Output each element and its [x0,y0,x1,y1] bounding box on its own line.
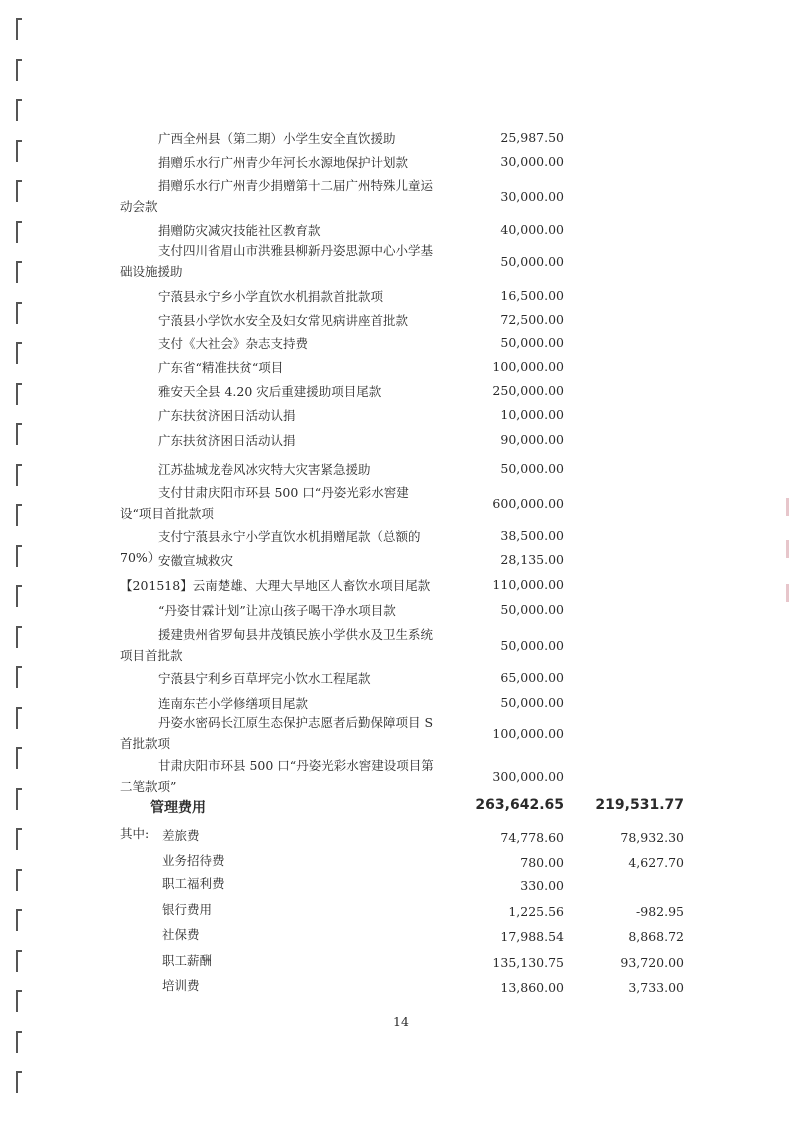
donation-amount: 28,135.00 [500,552,564,567]
binder-hole [16,302,22,324]
binder-hole [16,626,22,648]
binder-hole [16,747,22,769]
binder-hole [16,909,22,931]
management-item-current: 780.00 [520,855,564,870]
binder-hole [16,504,22,526]
management-item-current: 74,778.60 [500,830,564,845]
donation-description: 宁蒗县宁利乡百草坪完小饮水工程尾款 [158,671,371,686]
management-item-current: 17,988.54 [500,929,564,944]
donation-amount: 40,000.00 [500,222,564,237]
binder-hole [16,707,22,729]
donation-description: 援建贵州省罗甸县井茂镇民族小学供水及卫生系统项目首批款 [120,627,434,663]
donation-amount: 10,000.00 [500,407,564,422]
donation-amount: 50,000.00 [500,254,564,269]
donation-amount: 65,000.00 [500,670,564,685]
management-item-current: 330.00 [520,878,564,893]
donation-amount: 600,000.00 [492,496,564,511]
donation-amount: 50,000.00 [500,638,564,653]
donation-amount: 50,000.00 [500,461,564,476]
binder-hole [16,950,22,972]
management-item-label: 职工薪酬 [162,953,213,968]
management-current-total: 263,642.65 [475,797,564,813]
donation-description: 广东扶贫济困日活动认捐 [158,433,296,448]
donation-description: 广东扶贫济困日活动认捐 [158,408,296,423]
binder-hole [16,990,22,1012]
donation-description: 捐赠防灾减灾技能社区教育款 [158,223,321,238]
donation-description: 宁蒗县永宁乡小学直饮水机捐款首批款项 [158,289,384,304]
donation-description: 甘肃庆阳市环县 500 口“丹姿光彩水窖建设项目第二笔款项” [120,758,434,794]
management-item-previous: 93,720.00 [620,955,684,970]
binder-hole [16,788,22,810]
management-item-previous: 4,627.70 [628,855,684,870]
management-item-current: 13,860.00 [500,980,564,995]
donation-description: 【201518】云南楚雄、大理大旱地区人畜饮水项目尾款 [120,578,431,593]
donation-description: 捐赠乐水行广州青少捐赠第十二届广州特殊儿童运动会款 [120,178,434,214]
management-item-label: 银行费用 [162,902,213,917]
management-item-current: 1,225.56 [508,904,564,919]
management-item-previous: 8,868.72 [628,929,684,944]
donation-description: 支付《大社会》杂志支持费 [158,336,309,351]
donation-description: 江苏盐城龙卷风冰灾特大灾害紧急援助 [158,462,371,477]
management-item-current: 135,130.75 [492,955,564,970]
binder-hole [16,869,22,891]
donation-amount: 100,000.00 [492,359,564,374]
management-item-label: 培训费 [162,978,200,993]
management-previous-total: 219,531.77 [595,797,684,813]
binder-hole [16,342,22,364]
donation-amount: 72,500.00 [500,312,564,327]
donation-description: 广西全州县（第二期）小学生安全直饮援助 [158,131,396,146]
binder-hole [16,1031,22,1053]
binder-hole [16,59,22,81]
donation-amount: 110,000.00 [492,577,564,592]
donation-amount: 100,000.00 [492,726,564,741]
management-title: 管理费用 [150,800,206,816]
donation-amount: 16,500.00 [500,288,564,303]
management-item-previous: 78,932.30 [620,830,684,845]
binder-hole [16,221,22,243]
binder-hole [16,828,22,850]
donation-description: 捐赠乐水行广州青少年河长水源地保护计划款 [158,155,409,170]
donation-amount: 250,000.00 [492,383,564,398]
management-item-label: 职工福利费 [162,876,225,891]
page-number: 14 [393,1014,409,1029]
donation-description: 安徽宣城救灾 [158,553,234,568]
donation-amount: 300,000.00 [492,769,564,784]
binder-hole [16,545,22,567]
donation-description: 宁蒗县小学饮水安全及妇女常见病讲座首批款 [158,313,409,328]
binder-hole [16,383,22,405]
donation-amount: 30,000.00 [500,189,564,204]
binder-holes [0,0,40,1122]
donation-amount: 50,000.00 [500,602,564,617]
donation-amount: 50,000.00 [500,695,564,710]
management-item-label: 差旅费 [162,828,200,843]
binder-hole [16,1071,22,1093]
donation-amount: 30,000.00 [500,154,564,169]
binder-hole [16,99,22,121]
binder-hole [16,261,22,283]
donation-description: 支付宁蒗县永宁小学直饮水机捐赠尾款（总额的 70%） [120,529,421,565]
management-item-previous: 3,733.00 [628,980,684,995]
donation-amount: 25,987.50 [500,130,564,145]
management-prefix: 其中: [120,826,150,841]
binder-hole [16,464,22,486]
donation-description: 连南东芒小学修缮项目尾款 [158,696,309,711]
management-item-label: 社保费 [162,927,200,942]
donation-description: 丹姿水密码长江原生态保护志愿者后勤保障项目 S 首批款项 [120,715,434,751]
management-item-label: 业务招待费 [162,853,225,868]
donation-amount: 90,000.00 [500,432,564,447]
donation-amount: 38,500.00 [500,528,564,543]
binder-hole [16,666,22,688]
donation-description: 雅安天全县 4.20 灾后重建援助项目尾款 [158,384,382,399]
donation-description: 广东省“精准扶贫“项目 [158,360,284,375]
binder-hole [16,423,22,445]
donation-description: 支付甘肃庆阳市环县 500 口“丹姿光彩水窖建设“项目首批款项 [120,485,409,521]
binder-hole [16,180,22,202]
donation-description: 支付四川省眉山市洪雅县柳新丹姿思源中心小学基础设施援助 [120,243,434,279]
donation-description: “丹姿甘霖计划”让凉山孩子喝干净水项目款 [158,603,396,618]
binder-hole [16,585,22,607]
management-item-previous: -982.95 [636,904,684,919]
donation-amount: 50,000.00 [500,335,564,350]
binder-hole [16,18,22,40]
binder-hole [16,140,22,162]
